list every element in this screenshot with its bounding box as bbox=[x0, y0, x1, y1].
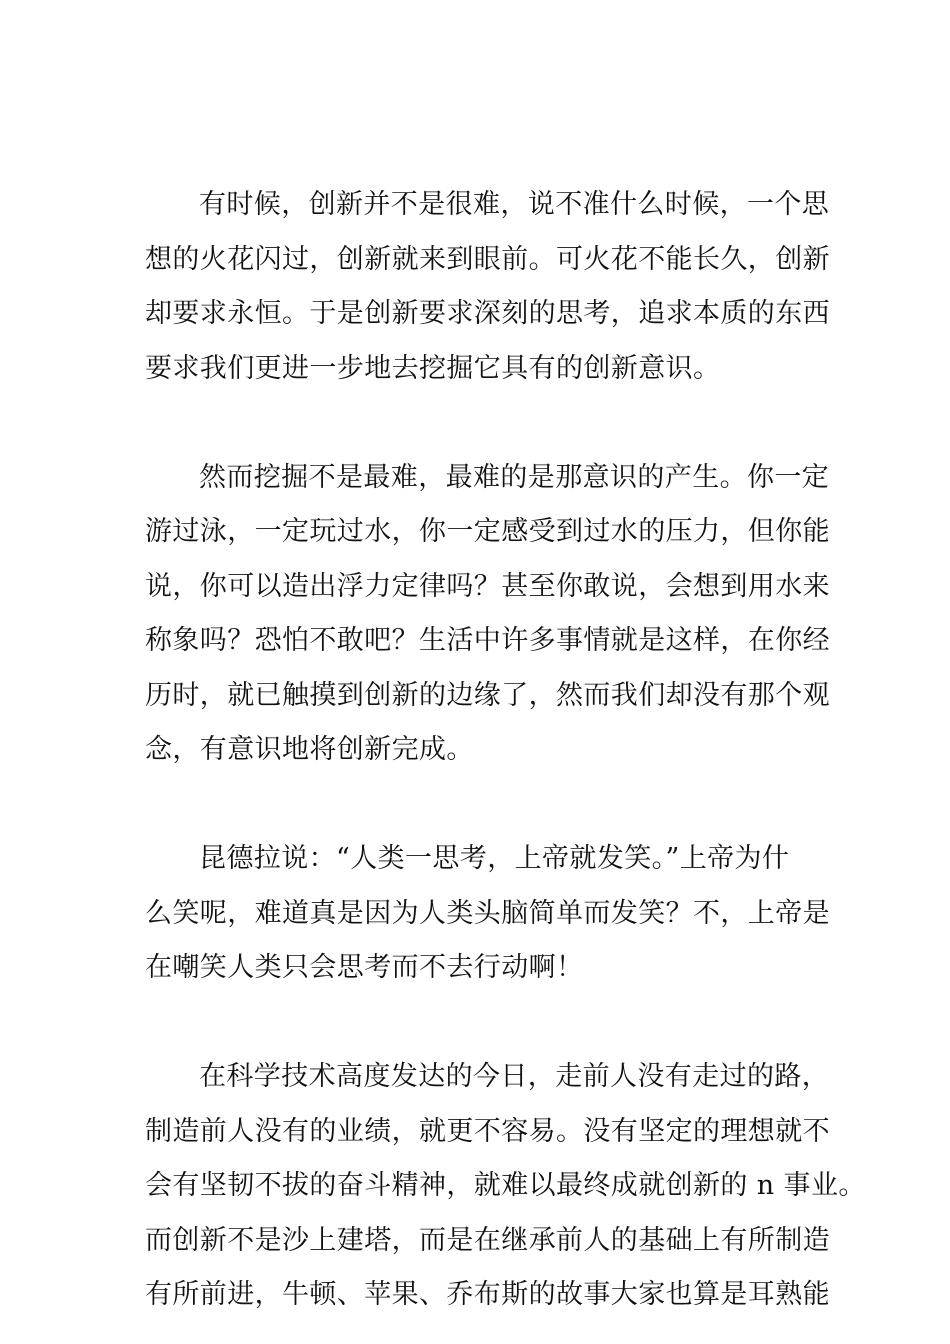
document-body bbox=[145, 178, 866, 1323]
text-line: 会有坚韧不拔的奋斗精神，就难以最终成就创新的 n 事业。 bbox=[145, 1170, 866, 1201]
text-line: 制造前人没有的业绩，就更不容易。没有坚定的理想就不 bbox=[145, 1115, 830, 1147]
text-line: 么笑呢，难道真是因为人类头脑简单而发笑？不，上帝是 bbox=[145, 897, 830, 929]
paragraph-spacer bbox=[145, 996, 805, 1051]
text-line: 要求我们更进一步地去挖掘它具有的创新意识。 bbox=[145, 352, 721, 384]
text-line: 却要求永恒。于是创新要求深刻的思考，追求本质的东西 bbox=[145, 298, 830, 329]
paragraph-1 bbox=[145, 178, 830, 396]
paragraph-spacer bbox=[145, 396, 805, 451]
text-line: 念，有意识地将创新完成。 bbox=[145, 734, 474, 765]
text-line: 在嘲笑人类只会思考而不去行动啊！ bbox=[145, 952, 584, 983]
text-line: 游过泳，一定玩过水，你一定感受到过水的压力，但你能 bbox=[145, 516, 830, 547]
text-line: 而创新不是沙上建塔，而是在继承前人的基础上有所制造 bbox=[145, 1224, 830, 1256]
text-line: 称象吗？恐怕不敢吧？生活中许多事情就是这样，在你经 bbox=[145, 625, 830, 656]
text-line: 说，你可以造出浮力定律吗？甚至你敢说，会想到用水来 bbox=[145, 570, 830, 602]
paragraph-spacer bbox=[145, 778, 805, 833]
text-line: 历时，就已触摸到创新的边缘了，然而我们却没有那个观 bbox=[145, 679, 830, 711]
text-line: 然而挖掘不是最难，最难的是那意识的产生。你一定 bbox=[199, 461, 830, 493]
text-line: 有时候，创新并不是很难，说不准什么时候，一个思 bbox=[199, 189, 830, 220]
paragraph-4 bbox=[145, 1050, 866, 1323]
text-line: 昆德拉说：“人类一思考，上帝就发笑。”上帝为什 bbox=[199, 843, 790, 874]
text-line: 在科学技术高度发达的今日，走前人没有走过的路， bbox=[199, 1061, 830, 1092]
text-line: 有所前进，牛顿、苹果、乔布斯的故事大家也算是耳熟能 bbox=[145, 1279, 830, 1310]
paragraph-2 bbox=[145, 451, 830, 778]
paragraph-3 bbox=[145, 832, 830, 996]
text-line: 想的火花闪过，创新就来到眼前。可火花不能长久，创新 bbox=[145, 243, 830, 275]
